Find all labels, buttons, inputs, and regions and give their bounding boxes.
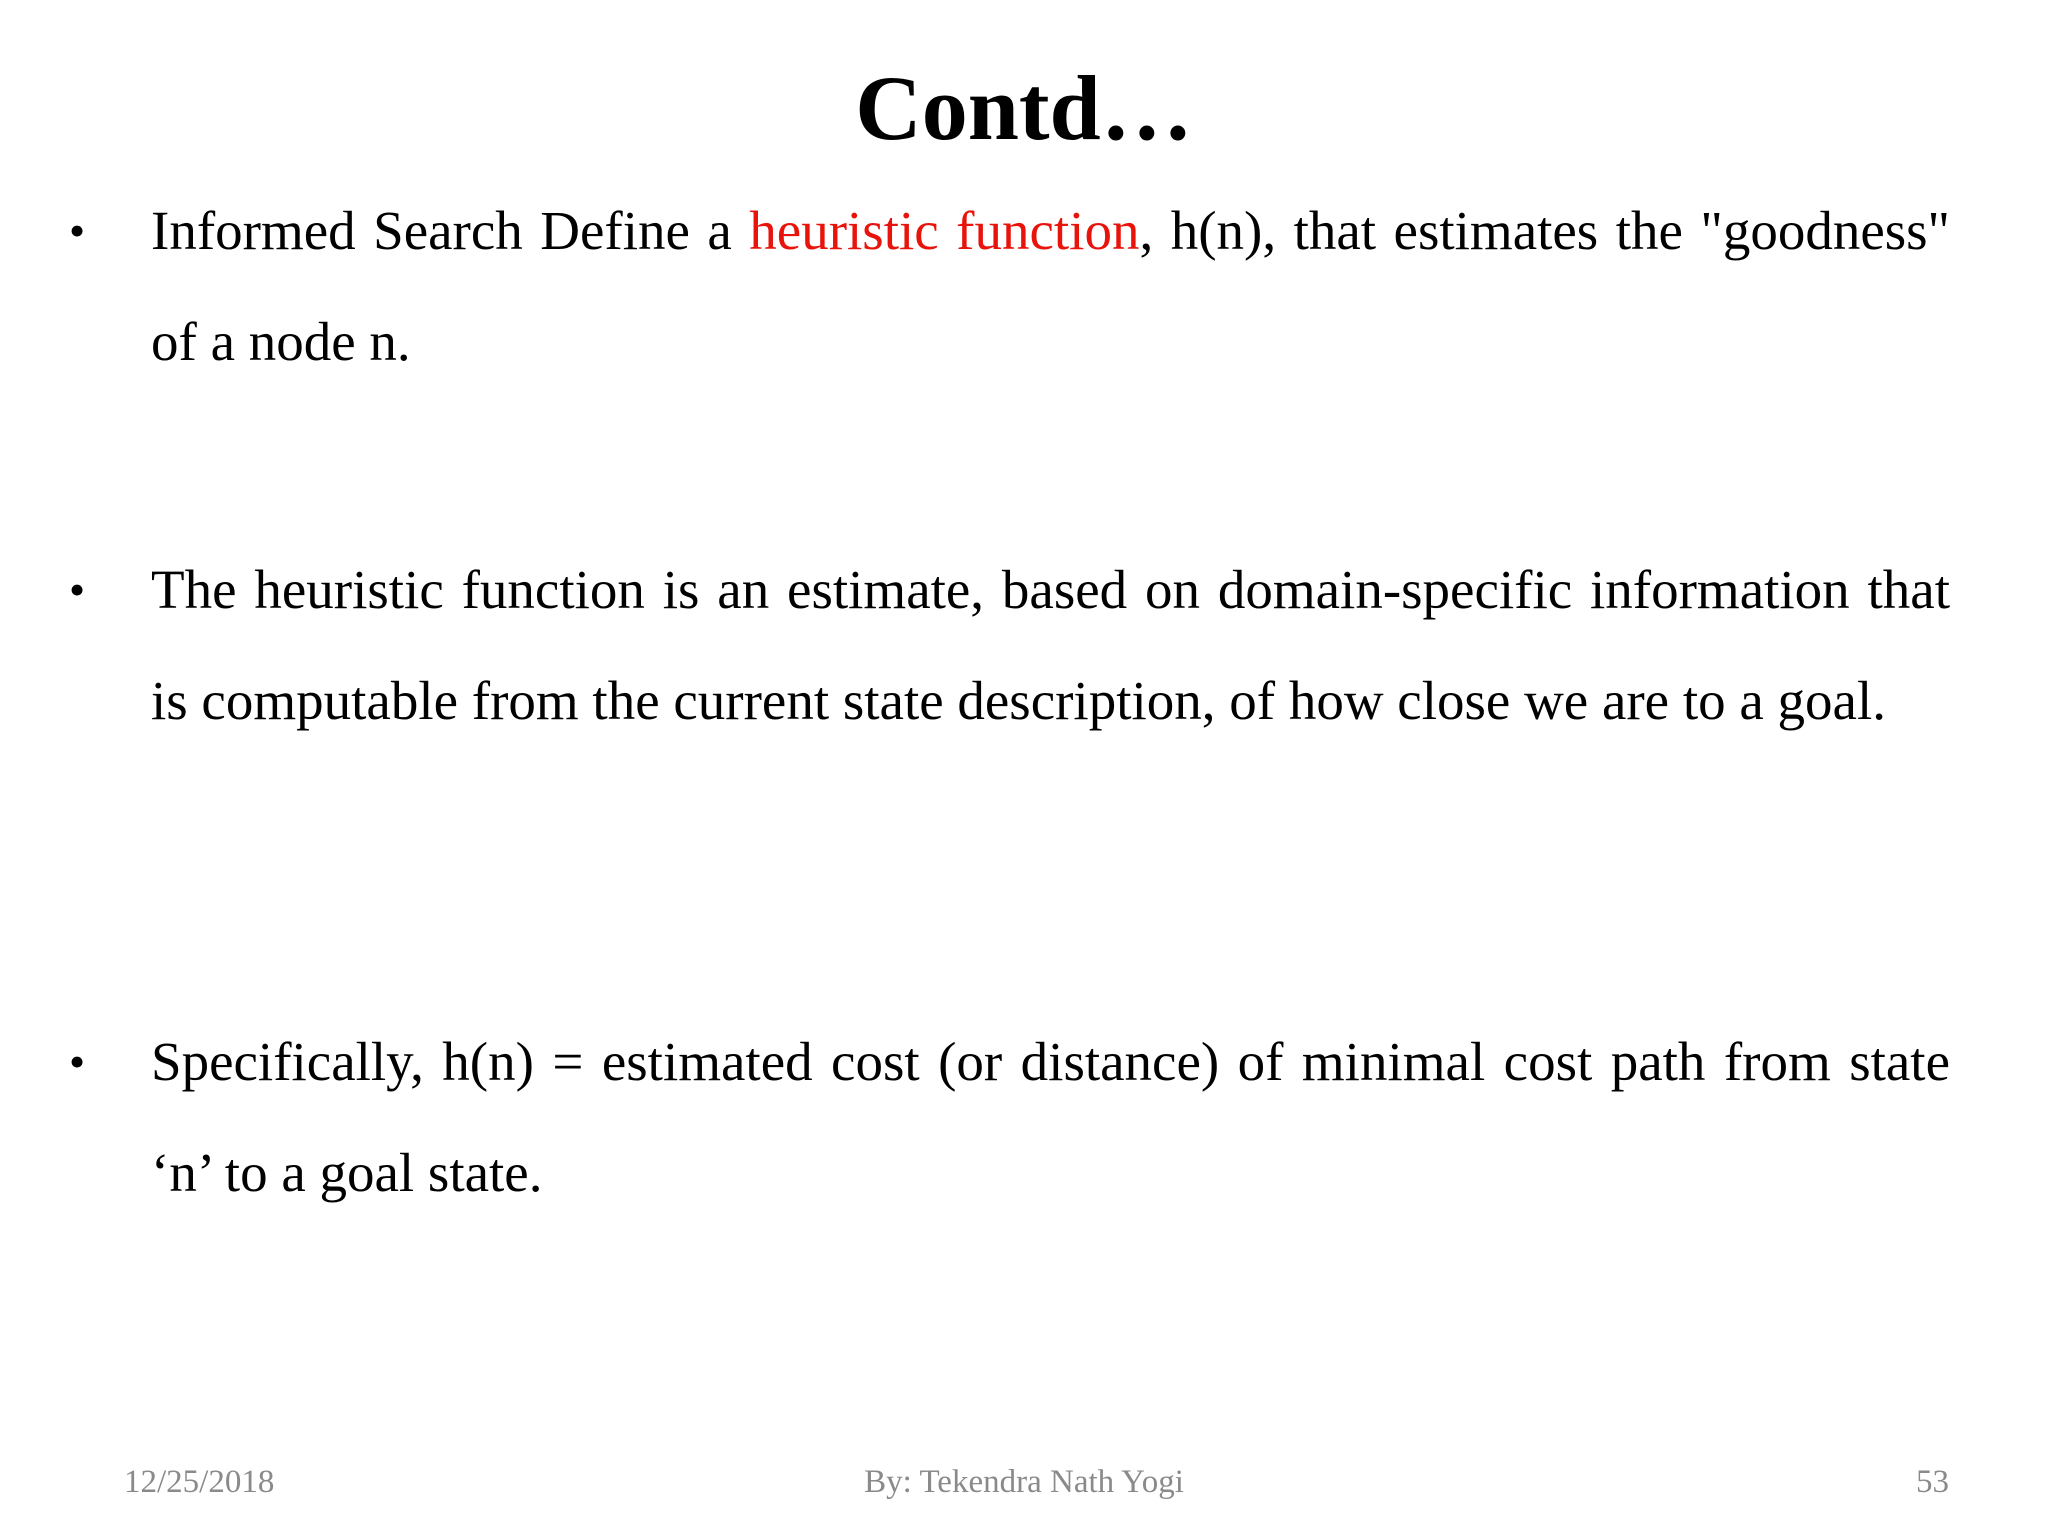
bullet-icon: • bbox=[69, 205, 86, 256]
footer-author: By: Tekendra Nath Yogi bbox=[864, 1464, 1184, 1500]
bullet-icon: • bbox=[69, 1036, 86, 1087]
footer-page-number: 53 bbox=[1916, 1464, 1949, 1500]
bullet-icon: • bbox=[69, 564, 86, 615]
slide-title: Contd… bbox=[855, 57, 1193, 159]
footer-date: 12/25/2018 bbox=[124, 1464, 275, 1500]
bullet-1-text-start: Informed Search Define a bbox=[151, 200, 750, 261]
bullet-item-2 bbox=[69, 534, 1950, 756]
bullet-2-text: The heuristic function is an estimate, based on domain-specific information that is computable from the current state description, of how close we are to a goal. bbox=[151, 559, 1950, 731]
highlighted-term: heuristic function bbox=[749, 200, 1140, 261]
bullet-item-1 bbox=[69, 175, 1950, 397]
bullet-1-text-end: , h(n), that estimates the "goodness" of a node n. bbox=[151, 200, 1950, 372]
bullet-3-text: Specifically, h(n) = estimated cost (or distance) of minimal cost path from state ‘n’ to a goal state. bbox=[151, 1031, 1950, 1203]
bullet-item-3 bbox=[69, 1006, 1950, 1228]
